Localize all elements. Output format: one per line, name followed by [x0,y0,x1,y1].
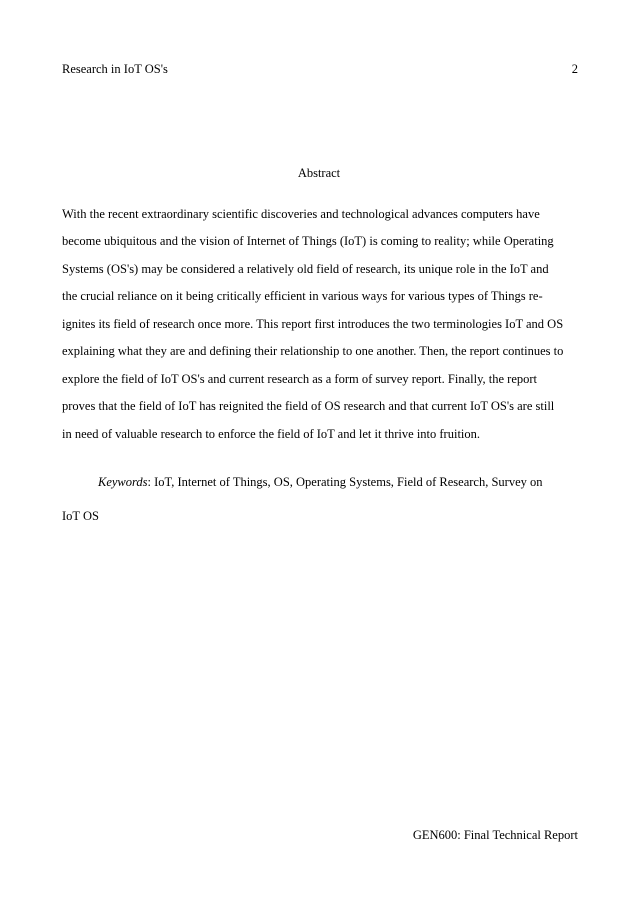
abstract-line: become ubiquitous and the vision of Internet of Things (IoT) is coming to reality; while Operating [62,234,554,248]
keywords-continuation: IoT OS [62,509,99,523]
abstract-line: the crucial reliance on it being critically efficient in various ways for various types of Things re- [62,289,543,303]
abstract-line: explore the field of IoT OS's and current research as a form of survey report. Finally, the report [62,372,538,386]
keywords-list: : IoT, Internet of Things, OS, Operating Systems, Field of Research, Survey on [147,475,543,489]
keywords-label: Keywords [98,475,148,489]
keywords-line [62,474,577,490]
abstract-line: proves that the field of IoT has reignited the field of OS research and that current IoT OS's are still [62,399,555,413]
abstract-line: in need of valuable research to enforce the field of IoT and let it thrive into fruition. [62,427,481,441]
abstract-line: With the recent extraordinary scientific discoveries and technological advances computers have [62,207,540,221]
abstract-line: Systems (OS's) may be considered a relatively old field of research, its unique role in the IoT and [62,262,549,276]
page-number: 2 [571,62,578,76]
abstract-heading: Abstract [297,166,341,180]
abstract-line: explaining what they are and defining their relationship to one another. Then, the report continues to [62,344,564,358]
running-head: Research in IoT OS's [62,62,168,76]
footer-text: GEN600: Final Technical Report [412,828,578,842]
abstract-line: ignites its field of research once more. This report first introduces the two terminologies IoT and OS [62,317,564,331]
